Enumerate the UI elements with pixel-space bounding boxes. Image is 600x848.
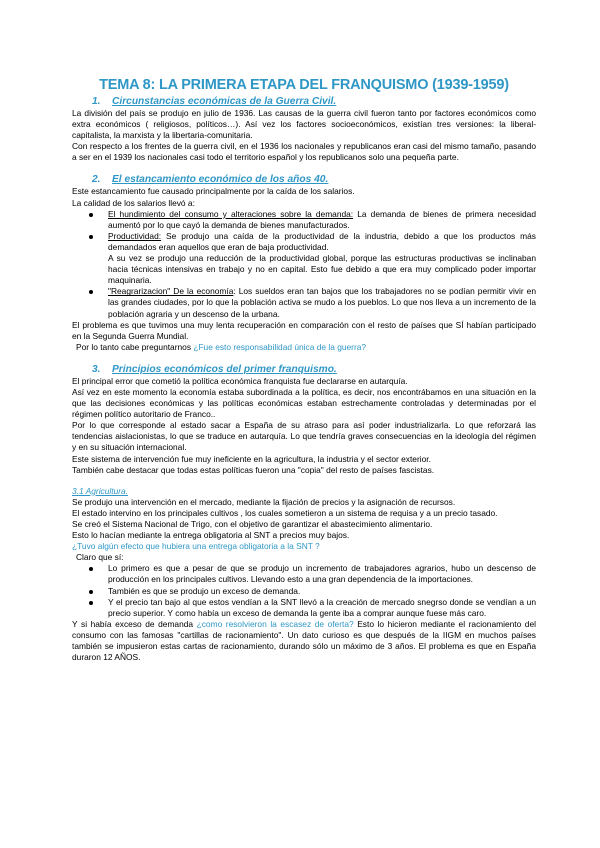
section-3-paragraph-1: El principal error que cometió la política económica franquista fue declararse en autarquía. bbox=[72, 375, 408, 386]
subsection-paragraph-6 bbox=[72, 619, 536, 663]
section-2-bullet-2-continuation: A su vez se produjo una reducción de la productividad global, porque las estructuras productivas se inclinaban hacia técnicas intensivas en trabajo y no en capital. Esto fue debido a que era muy complicado poder importar maquinaria. bbox=[108, 253, 536, 286]
subsection-bullet-list bbox=[72, 563, 536, 618]
bullet-2-label: Productividad: bbox=[108, 230, 162, 241]
section-2-bullet-1 bbox=[108, 209, 536, 231]
bullet-1-label: El hundimiento del consumo y alteraciones sobre la demanda: bbox=[108, 208, 354, 219]
guerra-question: ¿Fue esto responsabilidad única de la guerra? bbox=[193, 341, 367, 352]
section-2-bullet-2 bbox=[108, 231, 536, 253]
page-title: TEMA 8: LA PRIMERA ETAPA DEL FRANQUISMO (1939-1959) bbox=[99, 77, 509, 93]
section-1-paragraph-2: Con respecto a los frentes de la guerra civil, en el 1936 los nacionales y republicanos eran casi del mismo tamaño, pasando a ser en el 1939 los nacionales casi todo el territorio español y los republicanos solo una pequeña parte. bbox=[72, 141, 536, 163]
section-2-bullet-list-2 bbox=[72, 286, 536, 319]
subsection-bullet-3: Y el precio tan bajo al que estos vendían a la SNT llevó a la creación de mercado snegrso donde se vendían a un precio superior. Y como había un exceso de demanda la gente iba a comprar aunque fuese más caro. bbox=[108, 596, 536, 618]
paragraph-4-lead: Por lo tanto cabe preguntarnos bbox=[76, 341, 194, 352]
section-3-paragraph-2: Así vez en este momento la economía estaba subordinada a la política, es decir, nos encontrábamos en una situación en la que las decisiones económicas y las políticas económicas estaban estrechamente controladas y determinadas por el régimen político autoritario de Franco.. bbox=[72, 386, 536, 420]
paragraph-6-rest: Esto lo hicieron mediante el racionamiento del consumo con las famosas "cartillas de racionamiento". Un dato curioso es que después de la IIGM en muchos países también se impusieron estas cartas de racionamiento, durando sólo un máximo de 3 años. El problema es que en España duraron 12 AÑOS. bbox=[72, 618, 536, 663]
section-2-number: 2. bbox=[92, 174, 101, 186]
subsection-paragraph-1: Se produjo una intervención en el mercado, mediante la fijación de precios y la asignación de recursos. bbox=[72, 496, 456, 507]
section-1-heading bbox=[72, 95, 536, 108]
section-3-paragraph-4: Este sistema de intervención fue muy ineficiente en la agricultura, la industria y el sector exterior. bbox=[72, 453, 431, 464]
subsection-paragraph-5: Claro que sí: bbox=[76, 552, 124, 563]
subsection-bullet-1: Lo primero es que a pesar de que se produjo un incremento de trabajadores agrarios, hubo un descenso de producción en los principales cultivos. Llevando esto a una gran dependencia de la importaciones. bbox=[108, 563, 536, 585]
section-2-bullet-3 bbox=[108, 286, 536, 319]
section-1-number: 1. bbox=[92, 96, 101, 107]
section-3-heading bbox=[72, 363, 536, 376]
subsection-paragraph-3: Se creó el Sistema Nacional de Trigo, con el objetivo de garantizar el abastecimiento alimentario. bbox=[72, 519, 433, 529]
subsection-bullet-2: También es que se produjo un exceso de demanda. bbox=[108, 586, 536, 597]
bullet-3-label: "Reagrarizacion" De la economía bbox=[108, 286, 234, 297]
section-1-paragraph-1: La división del país se produjo en julio de 1936. Las causas de la guerra civil fueron tanto por factores económicos como extra económicos ( religiosos, políticos…). Así vez los factores socioeconómicos, existían tres versiones: la liberal-capitalista, la marxista y la libertaria-comunitaria. bbox=[72, 108, 536, 141]
bullet-3-text: : Los sueldos eran tan bajos que los trabajadores no se podían permitir vivir en las grandes ciudades, por lo que la población activa se mudo a los pueblos. Lo que nos lleva a un incremento de la población agraria y un descenso de la urbana. bbox=[108, 286, 536, 319]
section-2-heading bbox=[72, 173, 536, 186]
oferta-question: ¿como resolvieron la escasez de oferta? bbox=[196, 618, 354, 629]
subsection-paragraph-2: El estado intervino en los principales cultivos , los cuales sometieron a un sistema de requisa y a un precio tasado. bbox=[72, 507, 498, 518]
paragraph-6-lead: Y si había exceso de demanda bbox=[72, 618, 197, 629]
bullet-1-text: La demanda de bienes de primera necesidad aumentó por lo que cayó la demanda de bienes manufacturados. bbox=[108, 208, 536, 230]
subsection-paragraph-4: Esto lo hacían mediante la entrega obligatoria al SNT a precios muy bajos. bbox=[72, 530, 350, 541]
snt-question: ¿Tuvo algún efecto que hubiera una entrega obligatoria a la SNT ? bbox=[72, 541, 320, 552]
subsection-3-1-heading: 3.1 Agricultura. bbox=[72, 485, 129, 496]
section-3-paragraph-3: Por lo que corresponde al estado sacar a España de su atraso para así poder industrializarla. Lo que reforzará las tendencias aislacionistas, lo que se traduce en autarquía. Lo que tendría graves consecuencias en la ideología del régimen y en su situación internacional. bbox=[72, 420, 536, 453]
section-3-number: 3. bbox=[92, 363, 101, 375]
section-2-title: El estancamiento económico de los años 40. bbox=[112, 174, 329, 186]
section-2-bullet-list bbox=[72, 209, 536, 253]
section-3-paragraph-5: También cabe destacar que todas estas políticas fueron una "copia" del resto de países fascistas. bbox=[72, 464, 435, 475]
section-2-paragraph-2: La calidad de los salarios llevó a: bbox=[72, 197, 195, 208]
section-3-title: Principios económicos del primer franquismo. bbox=[112, 363, 337, 375]
section-2-paragraph-3: El problema es que tuvimos una muy lenta recuperación en comparación con el resto de países que SÍ habían participado en la Segunda Guerra Mundial. bbox=[72, 319, 536, 341]
bullet-2-text: Se produjo una caída de la productividad de la industria, debido a que los productos más demandados eran aquellos que eran de baja productividad. bbox=[108, 230, 536, 252]
section-1-title: Circunstancias económicas de la Guerra Civil. bbox=[112, 96, 337, 107]
section-2-paragraph-1: Este estancamiento fue causado principalmente por la caída de los salarios. bbox=[72, 186, 355, 197]
section-2-paragraph-4 bbox=[72, 342, 536, 353]
